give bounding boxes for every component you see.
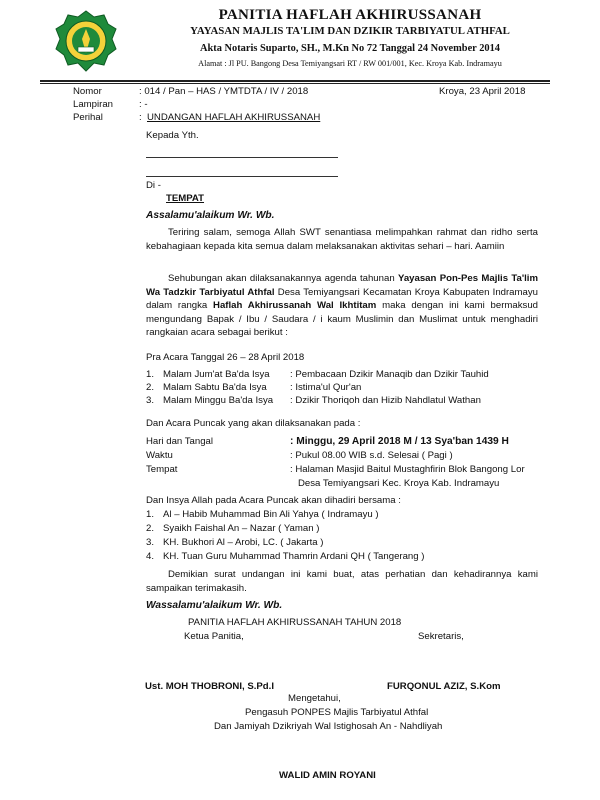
nomor-value: : 014 / Pan – HAS / YMTDTA / IV / 2018 <box>139 86 309 97</box>
place-value-1: : Halaman Masjid Baitul Mustaghfirin Blok Bangong Lor <box>290 464 525 475</box>
recipient-line-2 <box>146 176 338 177</box>
header-rule <box>40 80 550 82</box>
lampiran-label: Lampiran <box>73 99 113 110</box>
pre-event-name: Malam Sabtu Ba'da Isya <box>163 382 267 393</box>
guardian-title-2: Dan Jamiyah Dzikriyah Wal Istighosah An - Nahdliyah <box>214 721 443 732</box>
day-label: Hari dan Tangal <box>146 436 214 447</box>
pre-event-name: Malam Jum'at Ba'da Isya <box>163 369 270 380</box>
guest-num: 3. <box>146 537 155 548</box>
guest-num: 1. <box>146 509 155 520</box>
header-notary: Akta Notaris Suparto, SH., M.Kn No 72 Tanggal 24 November 2014 <box>199 43 500 54</box>
closing-paragraph: Demikian surat undangan ini kami buat, atas perhatian dan kehadirannya kami sampaikan terimakasih. <box>146 569 538 594</box>
secretary-name: FURQONUL AZIZ, S.Kom <box>387 681 501 692</box>
pre-event-desc: : Istima'ul Qur'an <box>290 382 362 393</box>
recipient-line-1 <box>146 157 338 158</box>
foundation-name: Yayasan Pon-Pes Majlis Ta'lim Wa Tadzkir Tarbiyatul Athfal <box>146 273 538 298</box>
guests-intro: Dan Insya Allah pada Acara Puncak akan dihadiri bersama : <box>146 495 401 506</box>
pre-event-desc: : Pembacaan Dzikir Manaqib dan Dzikir Tauhid <box>290 369 489 380</box>
guest-num: 2. <box>146 523 155 534</box>
para2-text-1: Sehubungan akan dilaksanakannya agenda tahunan <box>168 273 398 284</box>
paragraph-invitation <box>146 272 538 340</box>
perihal-value: UNDANGAN HAFLAH AKHIRUSSANAH <box>147 112 321 123</box>
paragraph-intro: Teriring salam, semoga Allah SWT senantiasa melimpahkan rahmat dan ridho serta kebahagiaan kepada kita semua dalam melaksanakan aktivitas sehari – hari. Aamiin <box>146 227 538 252</box>
para2-text-2: Desa Temiyangsari Kecamatan Kroya Kabupaten Indramayu dalam rangka <box>146 286 538 312</box>
perihal-colon: : <box>139 112 142 123</box>
secretary-title: Sekretaris, <box>418 631 464 642</box>
committee-name: PANITIA HAFLAH AKHIRUSSANAH TAHUN 2018 <box>188 617 402 628</box>
place-label: Tempat <box>146 464 178 475</box>
guest-name: KH. Tuan Guru Muhammad Thamrin Ardani QH ( Tangerang ) <box>163 551 425 562</box>
event-name: Haflah Akhirussanah Wal Ikhtitam <box>213 300 377 312</box>
guest-name: Syaikh Faishal An – Nazar ( Yaman ) <box>163 523 320 534</box>
day-value: : Minggu, 29 April 2018 M / 13 Sya'ban 1439 H <box>290 436 509 447</box>
guest-name: KH. Bukhori Al – Arobi, LC. ( Jakarta ) <box>163 537 324 548</box>
header-title: PANITIA HAFLAH AKHIRUSSANAH <box>218 7 482 23</box>
place-date: Kroya, 23 April 2018 <box>439 86 526 97</box>
recipient-di: Di - <box>146 180 161 191</box>
chair-title: Ketua Panitia, <box>184 631 244 642</box>
guardian-name: WALID AMIN ROYANI <box>279 770 376 781</box>
foundation-logo-icon <box>54 9 118 73</box>
lampiran-value: : - <box>139 99 148 110</box>
chair-name: Ust. MOH THOBRONI, S.Pd.I <box>145 681 274 692</box>
pre-event-num: 3. <box>146 395 155 406</box>
main-event-intro: Dan Acara Puncak yang akan dilaksanakan pada : <box>146 418 361 429</box>
header-subtitle: YAYASAN MAJLIS TA'LIM DAN DZIKIR TARBIYATUL ATHFAL <box>190 25 510 37</box>
pre-event-num: 2. <box>146 382 155 393</box>
time-label: Waktu <box>146 450 173 461</box>
nomor-label: Nomor <box>73 86 102 97</box>
pre-event-num: 1. <box>146 369 155 380</box>
header-rule-thin <box>40 83 550 84</box>
pre-event-desc: : Dzikir Thoriqoh dan Hizib Nahdlatul Wathan <box>290 395 481 406</box>
para2-text-3: maka dengan ini kami bermaksud mengundang Bapak / Ibu / Saudara / i kaum Muslimin dan Muslimat untuk menghadiri rangkaian acara sebagai berikut : <box>146 300 539 339</box>
recipient-tempat: TEMPAT <box>166 193 205 204</box>
acknowledged-label: Mengetahui, <box>288 693 341 704</box>
pre-event-name: Malam Minggu Ba'da Isya <box>163 395 274 406</box>
logo <box>54 9 118 73</box>
header-address: Alamat : Jl PU. Bangong Desa Temiyangsari RT / RW 001/001, Kec. Kroya Kab. Indramayu <box>198 59 502 68</box>
greeting: Assalamu'alaikum Wr. Wb. <box>146 210 275 221</box>
farewell: Wassalamu'alaikum Wr. Wb. <box>146 600 283 611</box>
time-value: : Pukul 08.00 WIB s.d. Selesai ( Pagi ) <box>290 450 453 461</box>
guest-name: Al – Habib Muhammad Bin Ali Yahya ( Indramayu ) <box>163 509 379 520</box>
guardian-title-1: Pengasuh PONPES Majlis Tarbiyatul Athfal <box>245 707 429 718</box>
perihal-label: Perihal <box>73 112 103 123</box>
guest-num: 4. <box>146 551 155 562</box>
pre-event-heading: Pra Acara Tanggal 26 – 28 April 2018 <box>146 352 305 363</box>
recipient-to: Kepada Yth. <box>146 130 199 141</box>
place-value-2: Desa Temiyangsari Kec. Kroya Kab. Indramayu <box>298 478 500 489</box>
